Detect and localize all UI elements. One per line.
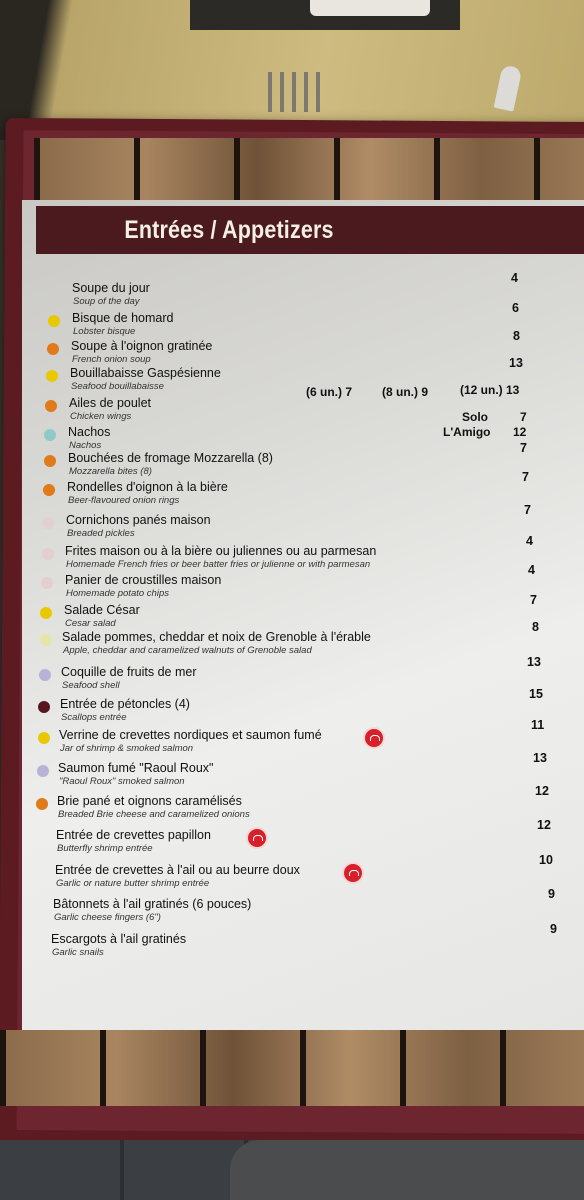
item-name: Brie pané et oignons caramélisés (57, 794, 242, 808)
category-dot (37, 765, 49, 777)
background-object (310, 0, 430, 16)
item-price: 15 (529, 687, 543, 701)
item-price: 11 (531, 718, 545, 732)
item-name: Salade pommes, cheddar et noix de Grenoble à l'érable (62, 630, 371, 644)
item-price: 7 (530, 593, 537, 607)
item-subtitle: Soup of the day (73, 296, 140, 307)
item-subtitle: Butterfly shrimp entrée (57, 843, 153, 854)
item-name: Panier de croustilles maison (65, 573, 222, 587)
item-subtitle: Homemade French fries or beer batter fries or julienne or with parmesan (66, 559, 371, 570)
item-price: 9 (548, 887, 555, 901)
item-price: 12 (537, 818, 551, 832)
item-subtitle: Breaded Brie cheese and caramelized onions (58, 809, 250, 820)
item-subtitle: Garlic or nature butter shrimp entrée (56, 878, 210, 889)
item-subtitle: Garlic cheese fingers (6") (54, 912, 161, 923)
item-price: 7 (524, 503, 531, 517)
item-price: 12 (535, 784, 549, 798)
item-name: Coquille de fruits de mer (61, 665, 197, 679)
category-dot (38, 732, 50, 744)
price-option: (6 un.) 7 (306, 385, 353, 399)
item-name: Ailes de poulet (69, 396, 152, 410)
item-price: 8 (513, 329, 520, 343)
item-price: 8 (532, 620, 539, 634)
category-dot (41, 577, 53, 589)
page-title: Entrées / Appetizers (124, 216, 334, 244)
item-subtitle: Seafood shell (62, 680, 120, 691)
category-dot (42, 517, 54, 529)
category-dot (40, 634, 52, 646)
price-option: 7 (520, 410, 527, 424)
wood-strip-top (34, 138, 584, 202)
category-dot (44, 455, 56, 467)
item-subtitle: Beer-flavoured onion rings (68, 495, 180, 506)
item-name: Escargots à l'ail gratinés (51, 932, 187, 946)
item-subtitle: Jar of shrimp & smoked salmon (60, 743, 194, 754)
item-price: 7 (520, 441, 527, 455)
category-dot (47, 343, 59, 355)
category-dot (43, 484, 55, 496)
item-name: Bouchées de fromage Mozzarella (8) (68, 451, 273, 465)
item-subtitle: Apple, cheddar and caramelized walnuts of Grenoble salad (63, 645, 312, 656)
item-price: 13 (527, 655, 541, 669)
fork-icon (268, 72, 328, 112)
item-subtitle: Chicken wings (70, 411, 132, 422)
category-dot (46, 370, 58, 382)
item-name: Bâtonnets à l'ail gratinés (6 pouces) (53, 897, 252, 911)
item-name: Entrée de pétoncles (4) (60, 697, 190, 711)
seafood-badge-icon (342, 862, 364, 884)
category-dot (39, 669, 51, 681)
item-price: 4 (528, 563, 535, 577)
item-name: Salade César (64, 603, 140, 617)
category-dot (40, 607, 52, 619)
item-subtitle: Homemade potato chips (66, 588, 169, 599)
item-name: Bisque de homard (72, 311, 174, 325)
price-option: (12 un.) 13 (460, 383, 520, 397)
category-dot (45, 400, 57, 412)
item-name: Nachos (68, 425, 111, 439)
item-subtitle: Mozzarella bites (8) (69, 466, 152, 477)
item-subtitle: "Raoul Roux" smoked salmon (59, 776, 185, 787)
category-dot (36, 798, 48, 810)
shoe (230, 1140, 584, 1200)
category-dot (44, 429, 56, 441)
price-option: L'Amigo (443, 425, 491, 439)
item-name: Entrée de crevettes papillon (56, 828, 211, 842)
seafood-badge-icon (363, 727, 385, 749)
item-name: Cornichons panés maison (66, 513, 211, 527)
item-name: Verrine de crevettes nordiques et saumon fumé (59, 728, 322, 742)
price-option: Solo (462, 410, 488, 424)
price-option: 12 (513, 425, 527, 439)
item-subtitle: Cesar salad (65, 618, 116, 629)
item-price: 13 (509, 356, 523, 370)
category-dot (38, 701, 50, 713)
item-subtitle: Garlic snails (52, 947, 104, 958)
item-price: 9 (550, 922, 557, 936)
item-price: 4 (511, 271, 518, 285)
item-subtitle: Lobster bisque (73, 326, 136, 337)
item-subtitle: Seafood bouillabaisse (71, 381, 164, 392)
item-price: 6 (512, 301, 519, 315)
item-name: Soupe à l'oignon gratinée (71, 339, 213, 353)
item-name: Soupe du jour (72, 281, 150, 295)
item-price: 4 (526, 534, 533, 548)
category-dot (42, 548, 54, 560)
item-name: Bouillabaisse Gaspésienne (70, 366, 221, 380)
price-option: (8 un.) 9 (382, 385, 429, 399)
wood-strip-bottom (0, 1030, 584, 1106)
item-name: Rondelles d'oignon à la bière (67, 480, 228, 494)
item-subtitle: Nachos (69, 440, 102, 451)
seafood-badge-icon (246, 827, 268, 849)
item-subtitle: Breaded pickles (67, 528, 135, 539)
item-name: Entrée de crevettes à l'ail ou au beurre doux (55, 863, 300, 877)
item-price: 13 (533, 751, 547, 765)
item-price: 10 (539, 853, 553, 867)
item-subtitle: French onion soup (72, 354, 151, 365)
item-name: Saumon fumé "Raoul Roux" (58, 761, 214, 775)
item-name: Frites maison ou à la bière ou juliennes ou au parmesan (65, 544, 377, 558)
item-price: 7 (522, 470, 529, 484)
item-subtitle: Scallops entrée (61, 712, 127, 723)
category-dot (48, 315, 60, 327)
